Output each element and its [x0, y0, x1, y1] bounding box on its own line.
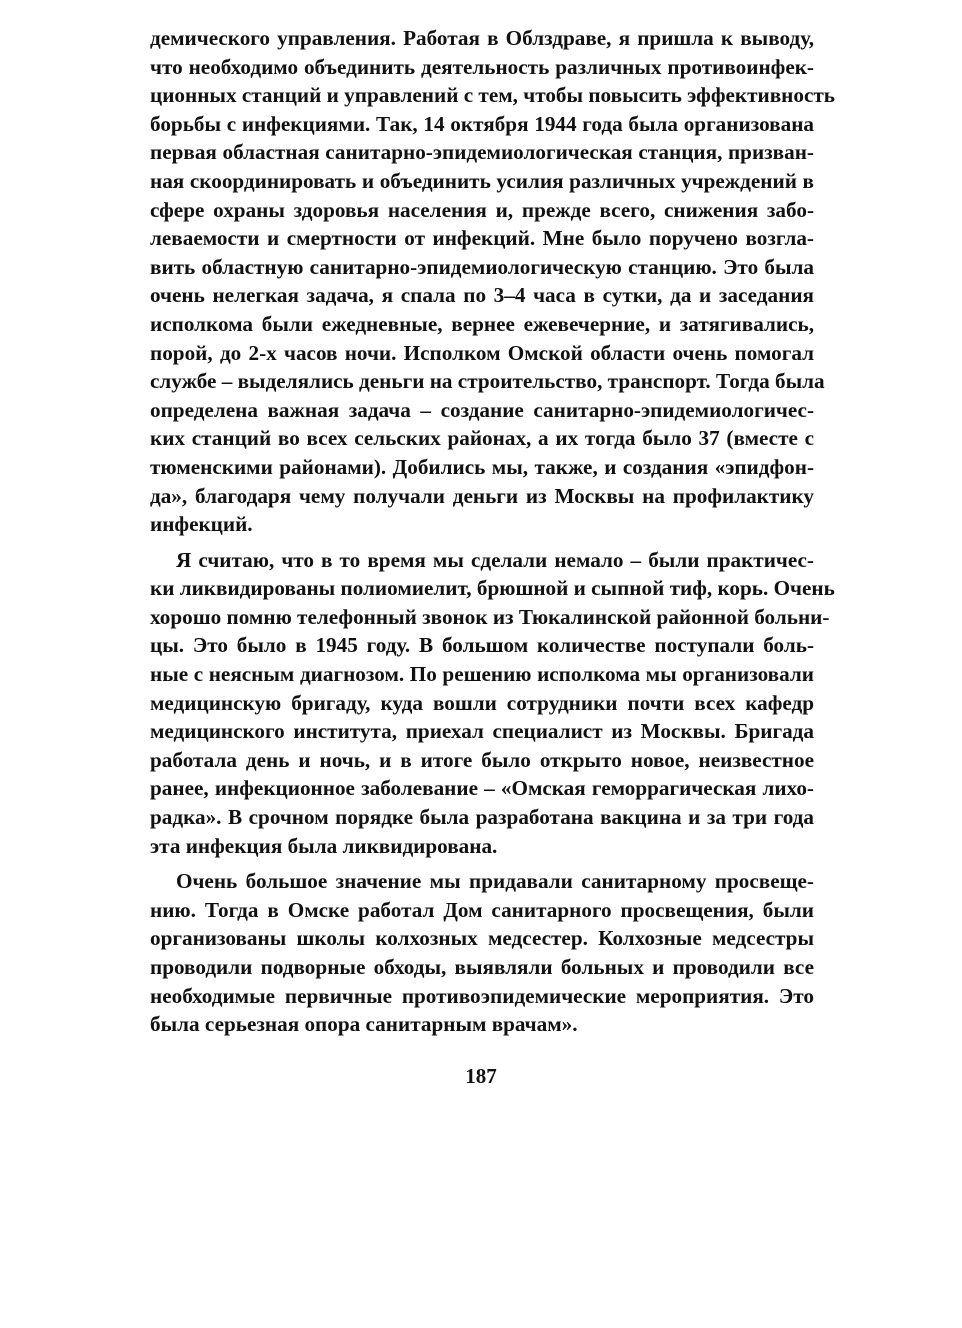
text-line: порой, до 2-х часов ночи. Исполком Омской области очень помогал [150, 340, 814, 365]
text-line: инфекций. [150, 512, 253, 537]
text-line: вить областную санитарно-эпидемиологическую станцию. Это была [150, 254, 814, 279]
text-line: проводили подворные обходы, выявляли больных и проводили все [150, 955, 814, 979]
text-line: ки ликвидированы полиомиелит, брюшной и сыпной тиф, корь. Очень [150, 576, 835, 601]
text-line: ких станций во всех сельских районах, а их тогда было 37 (вместе с [150, 426, 814, 451]
text-line: леваемости и смертности от инфекций. Мне было поручено возгла- [150, 226, 814, 251]
text-line: демического управления. Работая в Облздраве, я пришла к выводу, [150, 26, 814, 50]
text-line: хорошо помню телефонный звонок из Тюкалинской районной больни- [150, 604, 830, 629]
text-line: тюменскими районами). Добились мы, также, и создания «эпидфон- [150, 454, 814, 479]
text-line: медицинского института, приехал специалист из Москвы. Бригада [150, 719, 814, 744]
text-line: ционных станций и управлений с тем, чтобы повысить эффективность [150, 83, 835, 108]
text-line: цы. Это было в 1945 году. В большом количестве поступали боль- [150, 633, 814, 658]
text-line: исполкома были ежедневные, вернее ежевечерние, и затягивались, [150, 311, 814, 336]
text-line: нию. Тогда в Омске работал Дом санитарного просвещения, были [150, 897, 814, 922]
text-line: необходимые первичные противоэпидемические мероприятия. Это [150, 983, 814, 1008]
paragraph-1 [150, 24, 835, 539]
text-line: да», благодаря чему получали деньги из Москвы на профилактику [150, 483, 814, 508]
text-line: была серьезная опора санитарным врачам». [150, 1012, 578, 1037]
paragraph-3 [150, 867, 814, 1039]
text-line: первая областная санитарно-эпидемиологическая станция, призван- [150, 140, 814, 165]
body-text [150, 24, 835, 1039]
text-line: сфере охраны здоровья населения и, прежде всего, снижения забо- [150, 197, 814, 222]
page-number: 187 [465, 1064, 497, 1088]
text-line: ные с неясным диагнозом. По решению исполкома мы организовали [150, 662, 814, 687]
text-line: борьбы с инфекциями. Так, 14 октября 1944 года была организована [150, 111, 814, 136]
text-line: очень нелегкая задача, я спала по 3–4 часа в сутки, да и заседания [150, 283, 814, 308]
text-line: ная скоординировать и объединить усилия различных учреждений в [150, 168, 814, 193]
text-line: работала день и ночь, и в итоге было открыто новое, неизвестное [150, 747, 814, 772]
text-line: службе – выделялись деньги на строительство, транспорт. Тогда была [150, 369, 825, 394]
paragraph-2 [150, 546, 835, 861]
text-line: эта инфекция была ликвидирована. [150, 833, 498, 858]
text-line: Я считаю, что в то время мы сделали немало – были практичес- [176, 547, 814, 572]
text-line: организованы школы колхозных медсестер. Колхозные медсестры [150, 926, 814, 951]
text-line: Очень большое значение мы придавали санитарному просвеще- [176, 869, 814, 894]
text-line: что необходимо объединить деятельность различных противоинфек- [150, 54, 814, 79]
text-line: радка». В срочном порядке была разработана вакцина и за три года [150, 805, 814, 830]
text-line: определена важная задача – создание санитарно-эпидемиологичес- [150, 397, 814, 422]
text-line: медицинскую бригаду, куда вошли сотрудники почти всех кафедр [150, 690, 814, 715]
text-line: ранее, инфекционное заболевание – «Омская геморрагическая лихо- [150, 776, 814, 801]
